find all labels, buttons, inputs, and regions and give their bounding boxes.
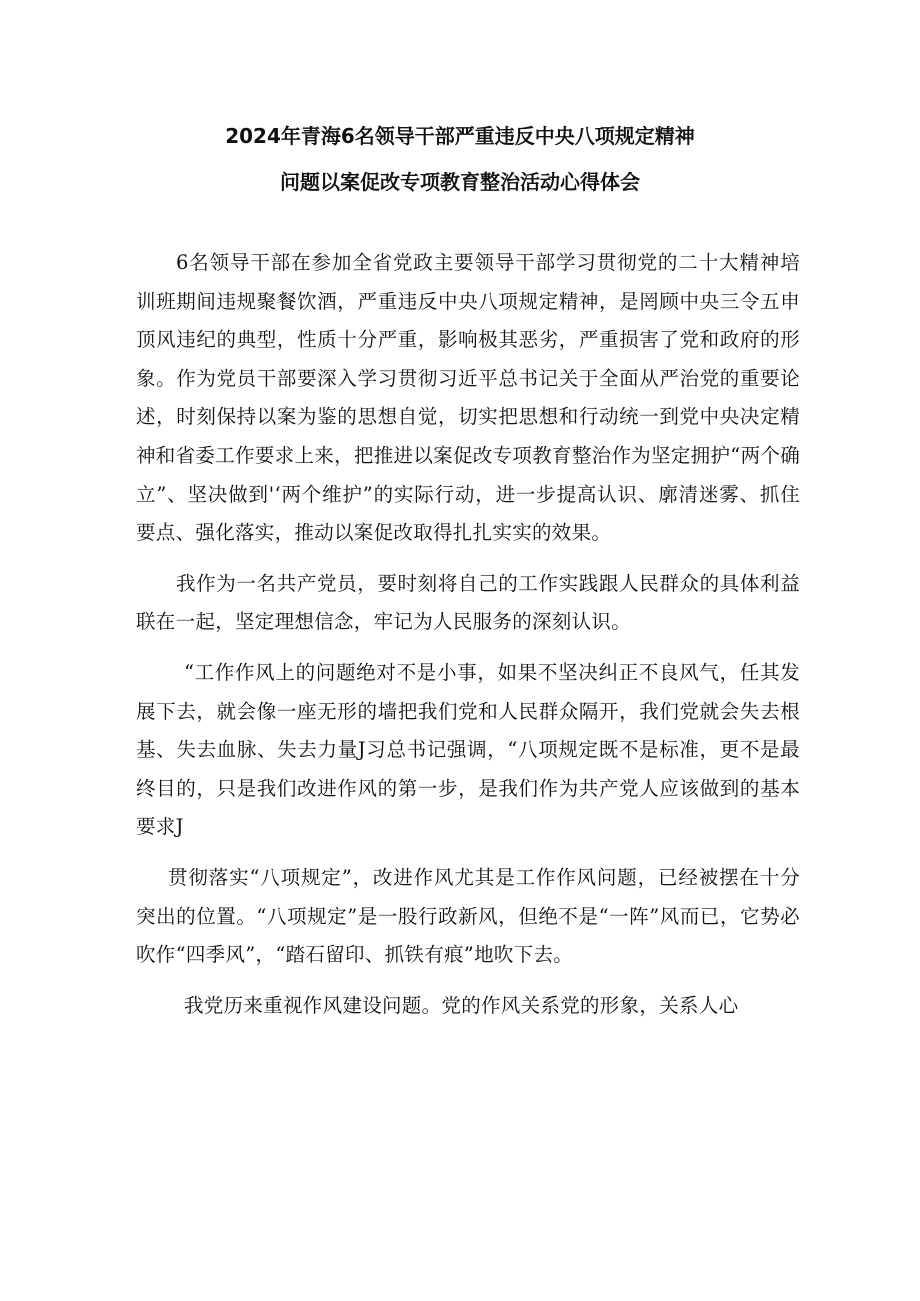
document-title-line-1: 2024年青海6名领导干部严重违反中央八项规定精神 [225,124,695,148]
body-paragraph-5: 我党历来重视作风建设问题。党的作风关系党的形象，关系人心 [184,993,739,1017]
document-body [136,244,800,1025]
body-paragraph-4: 贯彻落实“八项规定”，改进作风尤其是工作作风问题，已经被摆在十分突出的位置。“八项规定”是一股行政新风，但绝不是“一阵”风而已，它势必吹作“四季风”，“踏石留印、抓铁有痕”地吹下去。 [136,865,800,967]
body-paragraph-2: 我作为一名共产党员，要时刻将自己的工作实践跟人民群众的具体利益联在一起，坚定理想信念，牢记为人民服务的深刻认识。 [136,571,800,634]
body-paragraph-3: “工作作风上的问题绝对不是小事，如果不坚决纠正不良风气，任其发展下去，就会像一座无形的墙把我们党和人民群众隔开，我们党就会失去根基、失去血脉、失去力量J习总书记强调，“八项规定既不是标准，更不是最终目的，只是我们改进作风的第一步，是我们作为共产党人应该做到的基本要求J [136,660,800,839]
body-paragraph-1: 6名领导干部在参加全省党政主要领导干部学习贯彻党的二十大精神培训班期间违规聚餐饮酒，严重违反中央八项规定精神，是罔顾中央三令五申顶风违纪的典型，性质十分严重，影响极其恶劣，严重损害了党和政府的形象。作为党员干部要深入学习贯彻习近平总书记关于全面从严治党的重要论述，时刻保持以案为鉴的思想自觉，切实把思想和行动统一到党中央决定精神和省委工作要求上来，把推进以案促改专项教育整治作为坚定拥护“两个确立”、坚决做到'‘两个维护”的实际行动，进一步提高认识、廓清迷雾、抓住要点、强化落实，推动以案促改取得扎扎实实的效果。 [136,251,800,545]
document-title-line-2: 问题以案促改专项教育整治活动心得体会 [280,170,640,194]
